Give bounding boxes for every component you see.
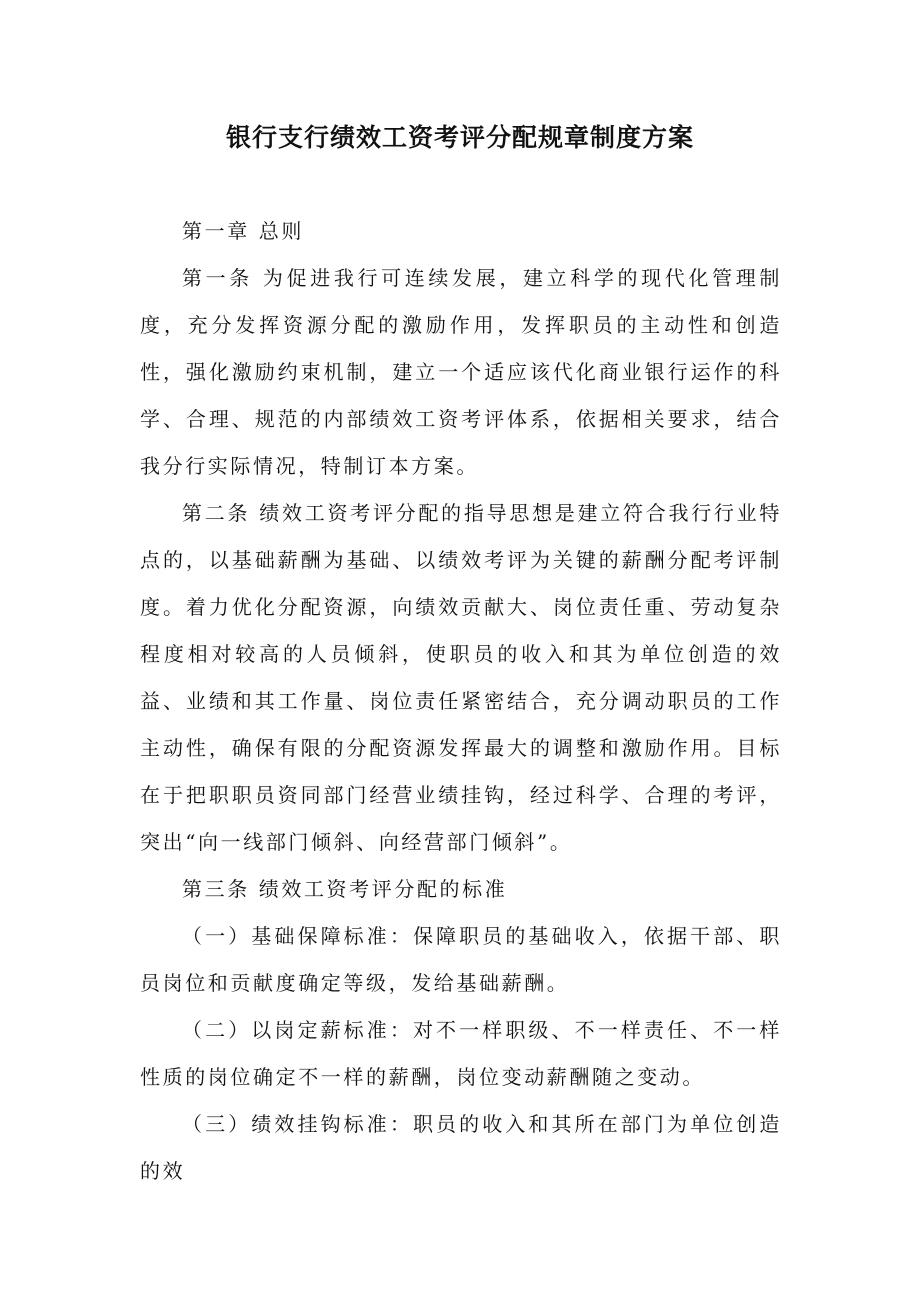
standard-1-paragraph: （一）基础保障标准：保障职员的基础收入，依据干部、职员岗位和贡献度确定等级，发给基础薪酬。 [140,924,782,995]
standard-2-paragraph: （二）以岗定薪标准：对不一样职级、不一样责任、不一样性质的岗位确定不一样的薪酬，岗位变动薪酬随之变动。 [140,1018,782,1089]
document-title: 银行支行绩效工资考评分配规章制度方案 [225,123,694,152]
document-body [140,208,782,1195]
article-2-paragraph: 第二条 绩效工资考评分配的指导思想是建立符合我行行业特点的，以基础薪酬为基础、以绩效考评为关键的薪酬分配考评制度。着力优化分配资源，向绩效贡献大、岗位责任重、劳动复杂程度相对较高的人员倾斜，使职员的收入和其为单位创造的效益、业绩和其工作量、岗位责任紧密结合，充分调动职员的工作主动性，确保有限的分配资源发挥最大的调整和激励作用。目标在于把职职员资同部门经营业绩挂钩，经过科学、合理的考评，突出“向一线部门倾斜、向经营部门倾斜”。 [140,501,782,854]
chapter-heading: 第一章 总则 [182,219,304,243]
article-3-heading: 第三条 绩效工资考评分配的标准 [182,877,508,901]
standard-3-paragraph: （三）绩效挂钩标准：职员的收入和其所在部门为单位创造的效 [140,1112,782,1183]
article-1-paragraph: 第一条 为促进我行可连续发展，建立科学的现代化管理制度，充分发挥资源分配的激励作用，发挥职员的主动性和创造性，强化激励约束机制，建立一个适应该代化商业银行运作的科学、合理、规范的内部绩效工资考评体系，依据相关要求，结合我分行实际情况，特制订本方案。 [140,266,782,478]
